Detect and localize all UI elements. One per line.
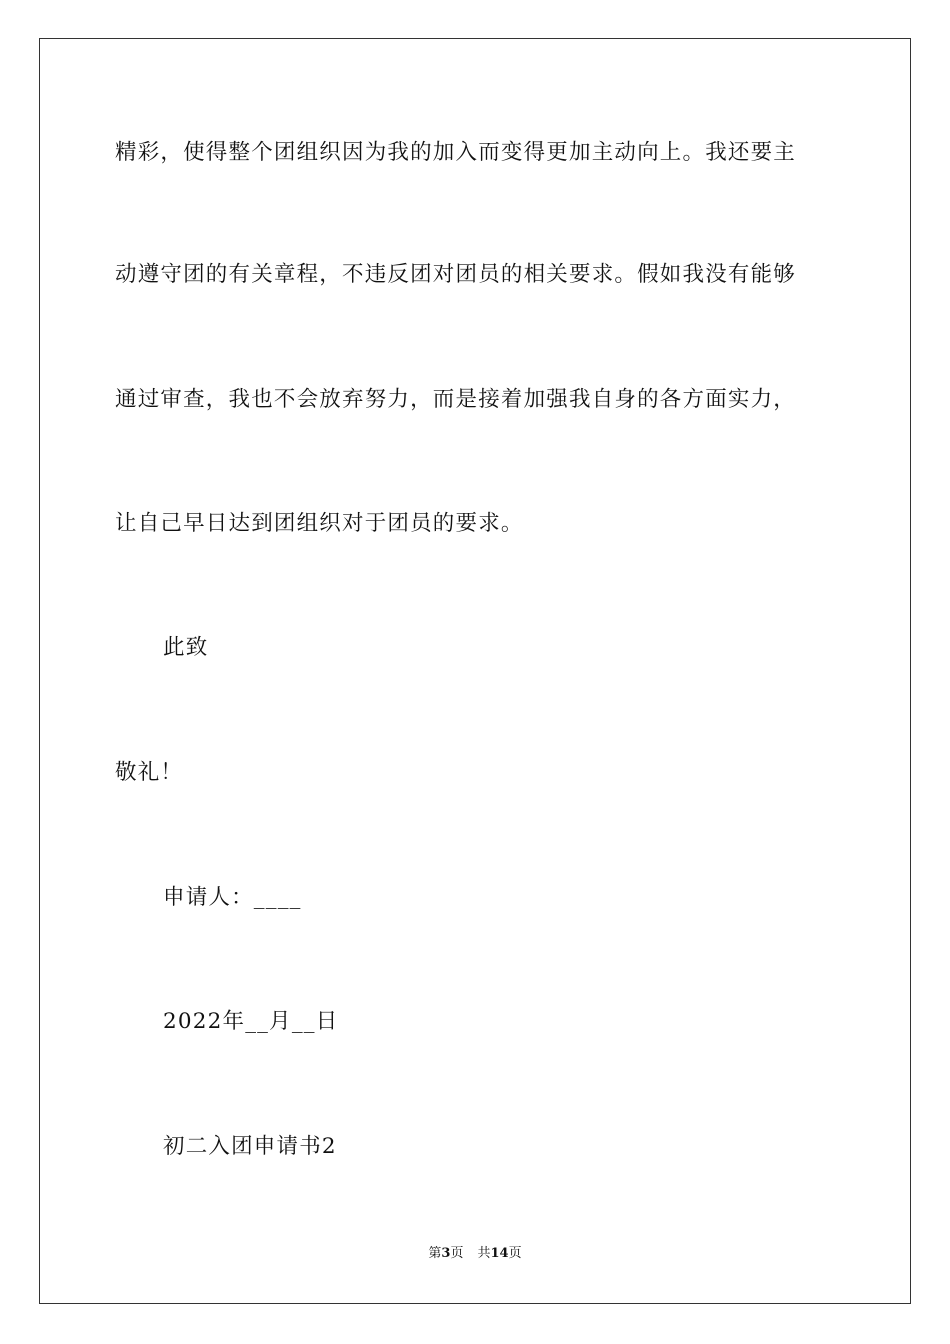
closing-text: 此致 <box>163 635 209 660</box>
footer-page-total: 14 <box>490 1246 509 1261</box>
applicant-line: 申请人：____ <box>163 885 302 910</box>
date-line: 2022年__月__日 <box>163 1009 339 1034</box>
paragraph-line-3: 通过审查，我也不会放弃努力，而是接着加强我自身的各方面实力， <box>115 387 797 412</box>
page-border <box>39 38 911 1304</box>
footer-page-prefix: 第 <box>428 1246 442 1261</box>
footer-page-current: 3 <box>441 1246 451 1261</box>
page-footer <box>0 1245 950 1263</box>
footer-total-prefix: 共 <box>477 1246 491 1261</box>
paragraph-line-4: 让自己早日达到团组织对于团员的要求。 <box>115 511 524 536</box>
footer-total-suffix: 页 <box>508 1246 522 1261</box>
footer-page-suffix: 页 <box>450 1246 464 1261</box>
paragraph-line-2: 动遵守团的有关章程，不违反团对团员的相关要求。假如我没有能够 <box>115 262 797 287</box>
next-document-title: 初二入团申请书2 <box>163 1134 337 1159</box>
salute-text: 敬礼！ <box>115 760 184 785</box>
paragraph-line-1: 精彩，使得整个团组织因为我的加入而变得更加主动向上。我还要主 <box>115 140 797 165</box>
